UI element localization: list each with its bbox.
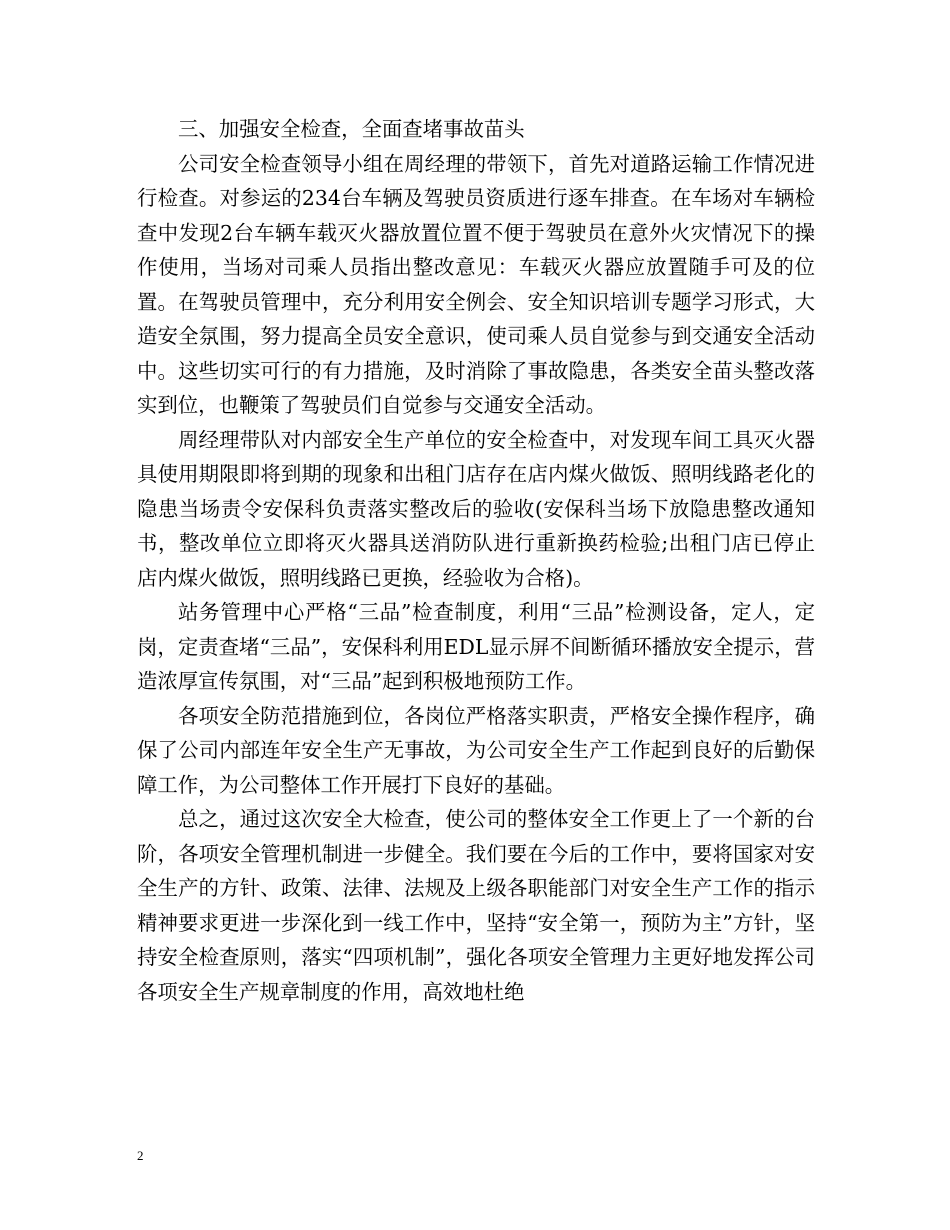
document-body: [137, 112, 815, 1009]
paragraph-internal-inspection: 周经理带队对内部安全生产单位的安全检查中，对发现车间工具灭火器具使用期限即将到期的现象和出租门店存在店内煤火做饭、照明线路老化的隐患当场责令安保科负责落实整改后的验收(安保科当场下放隐患整改通知书，整改单位立即将灭火器具送消防队进行重新换药检验;出租门店已停止店内煤火做饭，照明线路已更换，经验收为合格)。: [137, 427, 815, 590]
paragraph-conclusion: 总之，通过这次安全大检查，使公司的整体安全工作更上了一个新的台阶，各项安全管理机制进一步健全。我们要在今后的工作中，要将国家对安全生产的方针、政策、法律、法规及上级各职能部门对安全生产工作的指示精神要求更进一步深化到一线工作中，坚持“安全第一，预防为主”方针，坚持安全检查原则，落实“四项机制”，强化各项安全管理力主更好地发挥公司各项安全生产规章制度的作用，高效地杜绝: [137, 807, 815, 1004]
paragraph-station-management: 站务管理中心严格“三品”检查制度，利用“三品”检测设备，定人，定岗，定责查堵“三品”，安保科利用EDL显示屏不间断循环播放安全提示，营造浓厚宣传氛围，对“三品”起到积极地预防工作。: [137, 600, 815, 693]
section-heading: 三、加强安全检查，全面查堵事故苗头: [178, 117, 525, 141]
paragraph-road-inspection: 公司安全检查领导小组在周经理的带领下，首先对道路运输工作情况进行检查。对参运的234台车辆及驾驶员资质进行逐车排查。在车场对车辆检查中发现2台车辆车载灭火器放置位置不便于驾驶员在意外火灾情况下的操作使用，当场对司乘人员指出整改意见：车载灭火器应放置随手可及的位置。在驾驶员管理中，充分利用安全例会、安全知识培训专题学习形式，大造安全氛围，努力提高全员安全意识，使司乘人员自觉参与到交通安全活动中。这些切实可行的有力措施，及时消除了事故隐患，各类安全苗头整改落实到位，也鞭策了驾驶员们自觉参与交通安全活动。: [137, 151, 815, 417]
page-number: 2: [137, 1148, 144, 1163]
paragraph-safety-measures: 各项安全防范措施到位，各岗位严格落实职责，严格安全操作程序，确保了公司内部连年安全生产无事故，为公司安全生产工作起到良好的后勤保障工作，为公司整体工作开展打下良好的基础。: [137, 703, 815, 797]
